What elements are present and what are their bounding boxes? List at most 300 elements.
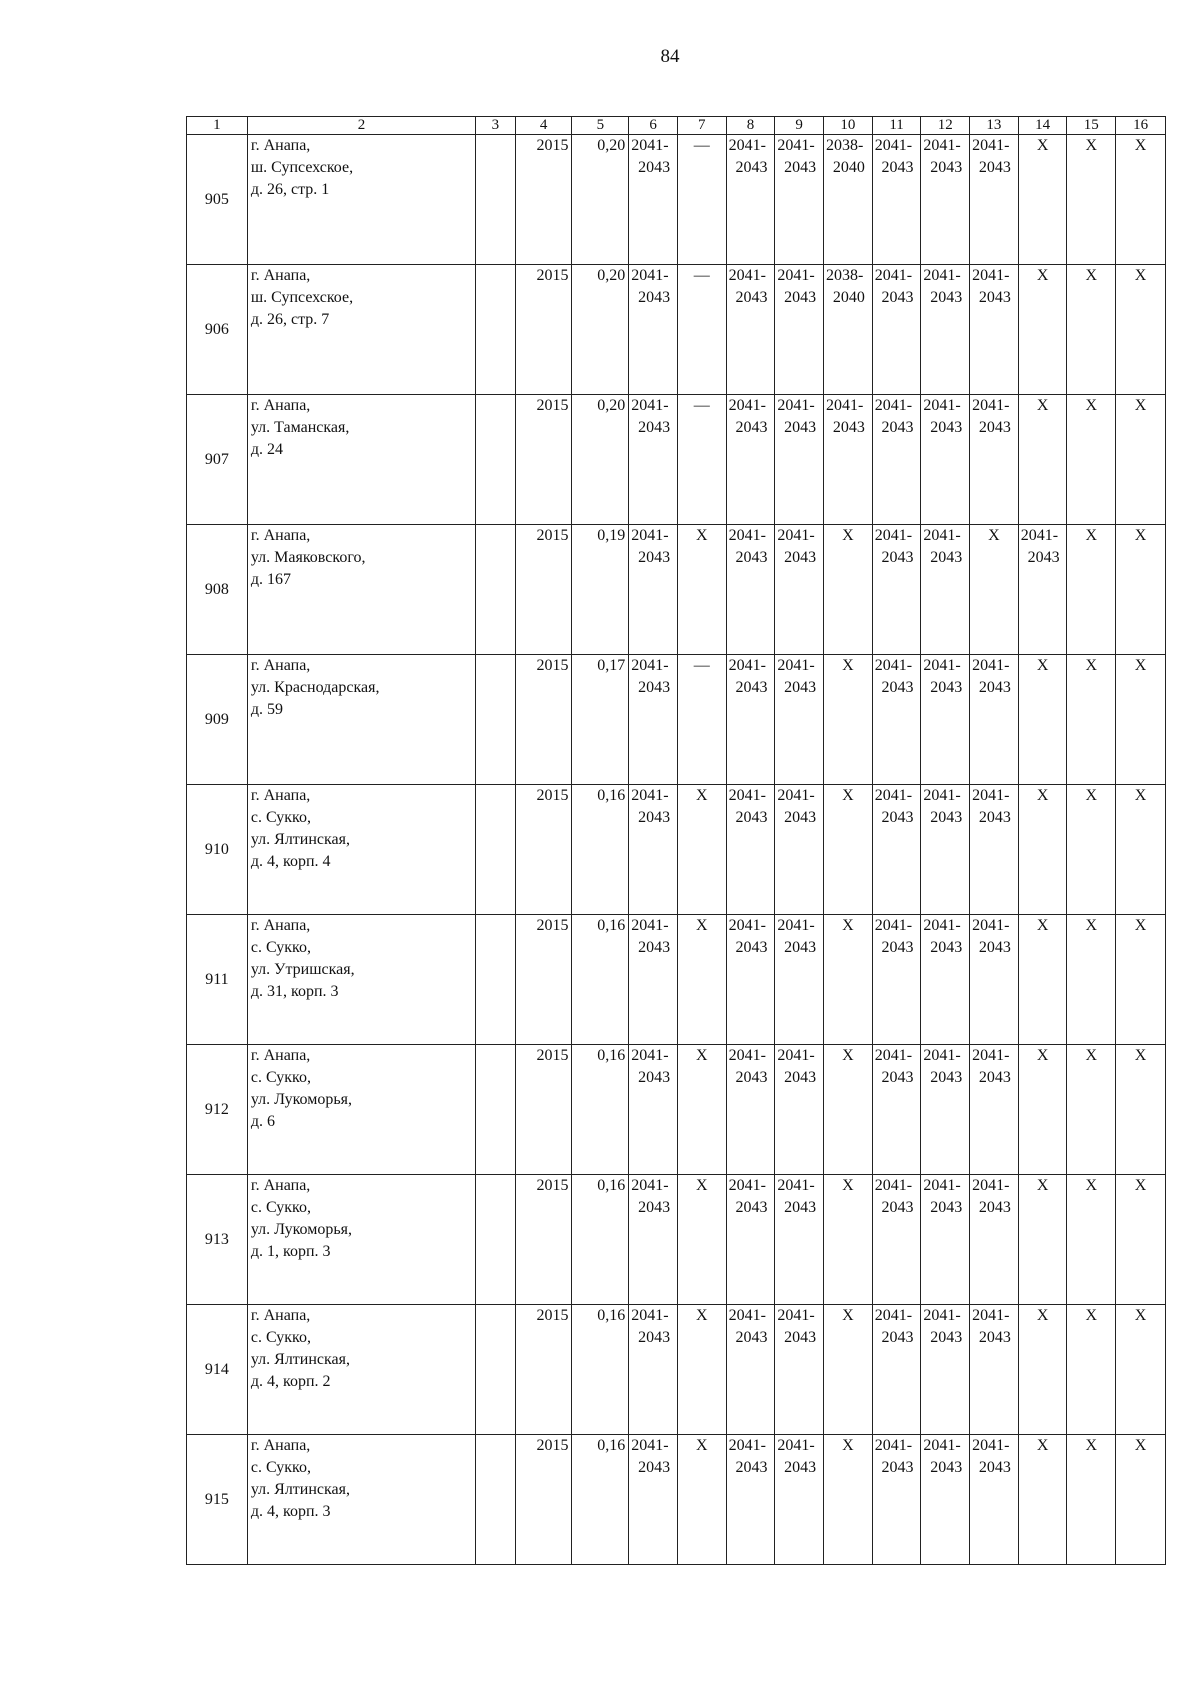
period-line: 2041-	[777, 137, 815, 154]
period-cell-c10	[824, 395, 873, 525]
value-cell-c5: 0,19	[572, 525, 629, 655]
column-header-7: 7	[677, 117, 726, 135]
period-cell-c12	[921, 135, 970, 265]
address-line: с. Сукко,	[250, 939, 311, 956]
period-cell-c8	[726, 655, 775, 785]
period-cell-c9	[775, 915, 824, 1045]
value-cell-c7: —	[677, 265, 726, 395]
value-cell-c10: X	[824, 655, 873, 785]
value-cell-c7: X	[677, 525, 726, 655]
period-line: 2043	[881, 1459, 914, 1476]
period-line: 2043	[881, 809, 914, 826]
address-line: г. Анапа,	[250, 397, 311, 414]
table-row	[187, 655, 1166, 785]
column-header-10: 10	[824, 117, 873, 135]
value-cell-c3	[476, 1435, 516, 1565]
period-line: 2041-	[923, 137, 961, 154]
row-number: 915	[187, 1435, 248, 1565]
value-cell-c14: X	[1018, 1175, 1067, 1305]
value-cell-c4: 2015	[515, 785, 572, 915]
period-cell-c12	[921, 265, 970, 395]
value-cell-c5: 0,20	[572, 265, 629, 395]
period-line: 2043	[930, 549, 963, 566]
value-cell-c15: X	[1067, 1175, 1116, 1305]
value-cell-c3	[476, 395, 516, 525]
period-line: 2043	[930, 1329, 963, 1346]
address-line: г. Анапа,	[250, 527, 311, 544]
period-line: 2043	[881, 1069, 914, 1086]
period-cell-c9	[775, 1045, 824, 1175]
address-cell	[247, 395, 475, 525]
row-number: 911	[187, 915, 248, 1045]
address-cell	[247, 1045, 475, 1175]
period-line: 2043	[978, 1199, 1011, 1216]
period-cell-c6	[629, 655, 678, 785]
value-cell-c15: X	[1067, 135, 1116, 265]
address-line: д. 26, стр. 7	[250, 311, 330, 328]
period-cell-c11	[872, 785, 921, 915]
page-number: 84	[660, 46, 680, 67]
period-cell-c13	[970, 915, 1019, 1045]
period-line: 2041-	[631, 787, 669, 804]
period-line: 2043	[978, 289, 1011, 306]
period-line: 2043	[638, 549, 671, 566]
period-cell-c13	[970, 1305, 1019, 1435]
period-line: 2043	[735, 419, 768, 436]
address-line: с. Сукко,	[250, 1069, 311, 1086]
period-line: 2041-	[631, 397, 669, 414]
address-line: с. Сукко,	[250, 1199, 311, 1216]
value-cell-c16: X	[1116, 655, 1166, 785]
period-line: 2041-	[972, 1437, 1010, 1454]
period-line: 2043	[881, 1199, 914, 1216]
value-cell-c5: 0,16	[572, 1435, 629, 1565]
period-line: 2043	[784, 679, 817, 696]
period-line: 2041-	[972, 657, 1010, 674]
table-row	[187, 525, 1166, 655]
value-cell-c10: X	[824, 1045, 873, 1175]
period-line: 2043	[735, 1459, 768, 1476]
value-cell-c14: X	[1018, 395, 1067, 525]
period-line: 2043	[1027, 549, 1060, 566]
value-cell-c3	[476, 655, 516, 785]
period-line: 2043	[784, 1069, 817, 1086]
address-line: ул. Краснодарская,	[250, 679, 380, 696]
table-row	[187, 135, 1166, 265]
period-cell-c13	[970, 785, 1019, 915]
address-cell	[247, 785, 475, 915]
period-line: 2041-	[923, 1177, 961, 1194]
period-line: 2041-	[631, 527, 669, 544]
address-line: г. Анапа,	[250, 1307, 311, 1324]
period-line: 2043	[784, 809, 817, 826]
value-cell-c15: X	[1067, 265, 1116, 395]
value-cell-c4: 2015	[515, 655, 572, 785]
column-header-2: 2	[247, 117, 475, 135]
address-line: ул. Ялтинская,	[250, 1481, 351, 1498]
period-cell-c9	[775, 265, 824, 395]
value-cell-c15: X	[1067, 525, 1116, 655]
address-line: г. Анапа,	[250, 137, 311, 154]
period-cell-c11	[872, 1305, 921, 1435]
period-line: 2038-	[826, 267, 864, 284]
row-number: 912	[187, 1045, 248, 1175]
value-cell-c16: X	[1116, 395, 1166, 525]
period-cell-c8	[726, 395, 775, 525]
value-cell-c7: X	[677, 785, 726, 915]
table-body	[187, 117, 1166, 1565]
address-line: ул. Ялтинская,	[250, 831, 351, 848]
value-cell-c14: X	[1018, 135, 1067, 265]
column-header-14: 14	[1018, 117, 1067, 135]
address-line: г. Анапа,	[250, 657, 311, 674]
period-cell-c6	[629, 135, 678, 265]
period-line: 2043	[735, 1329, 768, 1346]
period-cell-c8	[726, 1045, 775, 1175]
period-line: 2043	[784, 159, 817, 176]
period-line: 2043	[930, 289, 963, 306]
period-line: 2041-	[972, 397, 1010, 414]
column-header-13: 13	[970, 117, 1019, 135]
row-number: 910	[187, 785, 248, 915]
period-line: 2043	[978, 159, 1011, 176]
period-line: 2043	[978, 1329, 1011, 1346]
period-line: 2040	[832, 289, 865, 306]
period-line: 2041-	[777, 1437, 815, 1454]
period-line: 2043	[881, 549, 914, 566]
period-cell-c9	[775, 655, 824, 785]
period-line: 2041-	[923, 527, 961, 544]
value-cell-c15: X	[1067, 915, 1116, 1045]
value-cell-c7: X	[677, 1045, 726, 1175]
value-cell-c15: X	[1067, 1305, 1116, 1435]
period-line: 2041-	[728, 1307, 766, 1324]
value-cell-c7: —	[677, 395, 726, 525]
value-cell-c5: 0,16	[572, 1175, 629, 1305]
period-line: 2043	[978, 939, 1011, 956]
period-line: 2041-	[777, 657, 815, 674]
period-cell-c13	[970, 135, 1019, 265]
period-line: 2043	[735, 159, 768, 176]
period-line: 2041-	[923, 1047, 961, 1064]
address-cell	[247, 1435, 475, 1565]
value-cell-c10: X	[824, 1175, 873, 1305]
value-cell-c5: 0,16	[572, 785, 629, 915]
period-line: 2041-	[631, 1047, 669, 1064]
period-line: 2041-	[874, 787, 913, 804]
period-line: 2043	[735, 1199, 768, 1216]
register-table	[186, 116, 1166, 1565]
period-line: 2043	[930, 419, 963, 436]
address-line: с. Сукко,	[250, 1329, 311, 1346]
period-cell-c6	[629, 265, 678, 395]
period-line: 2043	[638, 1329, 671, 1346]
period-cell-c9	[775, 1175, 824, 1305]
address-cell	[247, 1175, 475, 1305]
period-line: 2041-	[631, 657, 669, 674]
address-line: д. 6	[250, 1113, 275, 1130]
period-cell-c11	[872, 395, 921, 525]
period-cell-c8	[726, 785, 775, 915]
value-cell-c13: X	[970, 525, 1019, 655]
period-line: 2041-	[923, 787, 961, 804]
period-line: 2043	[881, 289, 914, 306]
period-line: 2041-	[777, 267, 815, 284]
period-line: 2043	[735, 1069, 768, 1086]
table-row	[187, 785, 1166, 915]
period-line: 2043	[735, 809, 768, 826]
period-line: 2043	[638, 1459, 671, 1476]
column-header-9: 9	[775, 117, 824, 135]
address-cell	[247, 655, 475, 785]
period-cell-c11	[872, 1175, 921, 1305]
value-cell-c3	[476, 1305, 516, 1435]
period-line: 2041-	[777, 1177, 815, 1194]
period-line: 2043	[638, 939, 671, 956]
column-header-5: 5	[572, 117, 629, 135]
value-cell-c15: X	[1067, 1045, 1116, 1175]
period-line: 2043	[978, 1069, 1011, 1086]
value-cell-c10: X	[824, 1435, 873, 1565]
period-line: 2043	[881, 1329, 914, 1346]
value-cell-c10: X	[824, 785, 873, 915]
period-cell-c12	[921, 785, 970, 915]
period-cell-c11	[872, 1045, 921, 1175]
value-cell-c5: 0,20	[572, 395, 629, 525]
column-number-header	[187, 117, 1166, 135]
period-line: 2041-	[923, 1307, 961, 1324]
period-line: 2043	[784, 549, 817, 566]
period-line: 2041-	[874, 1047, 913, 1064]
value-cell-c15: X	[1067, 395, 1116, 525]
period-line: 2041-	[1020, 527, 1059, 544]
value-cell-c16: X	[1116, 1435, 1166, 1565]
period-cell-c14	[1018, 525, 1067, 655]
row-number: 914	[187, 1305, 248, 1435]
period-line: 2041-	[777, 1047, 815, 1064]
period-line: 2041-	[874, 397, 913, 414]
address-cell	[247, 1305, 475, 1435]
address-line: г. Анапа,	[250, 1437, 311, 1454]
period-line: 2041-	[972, 917, 1010, 934]
value-cell-c16: X	[1116, 915, 1166, 1045]
address-line: д. 31, корп. 3	[250, 983, 339, 1000]
address-line: ул. Маяковского,	[250, 549, 366, 566]
value-cell-c10: X	[824, 915, 873, 1045]
period-cell-c9	[775, 135, 824, 265]
period-line: 2043	[930, 1069, 963, 1086]
period-line: 2038-	[826, 137, 864, 154]
period-line: 2043	[638, 809, 671, 826]
address-line: д. 4, корп. 3	[250, 1503, 331, 1520]
period-line: 2041-	[874, 1437, 913, 1454]
row-number: 905	[187, 135, 248, 265]
period-cell-c12	[921, 1305, 970, 1435]
table-row	[187, 1175, 1166, 1305]
value-cell-c7: X	[677, 1305, 726, 1435]
address-line: с. Сукко,	[250, 1459, 311, 1476]
period-line: 2041-	[728, 657, 766, 674]
address-line: д. 167	[250, 571, 291, 588]
period-line: 2041-	[874, 267, 913, 284]
period-line: 2043	[638, 419, 671, 436]
period-cell-c12	[921, 1045, 970, 1175]
address-line: д. 24	[250, 441, 283, 458]
period-line: 2043	[638, 1069, 671, 1086]
value-cell-c4: 2015	[515, 395, 572, 525]
value-cell-c16: X	[1116, 1175, 1166, 1305]
address-line: ул. Лукоморья,	[250, 1221, 353, 1238]
period-line: 2041-	[972, 1047, 1010, 1064]
table-row	[187, 1305, 1166, 1435]
value-cell-c5: 0,16	[572, 1305, 629, 1435]
period-line: 2041-	[777, 397, 815, 414]
period-line: 2041-	[728, 1437, 766, 1454]
value-cell-c14: X	[1018, 915, 1067, 1045]
period-line: 2041-	[728, 917, 766, 934]
address-line: ул. Ялтинская,	[250, 1351, 351, 1368]
address-line: д. 1, корп. 3	[250, 1243, 331, 1260]
period-cell-c8	[726, 915, 775, 1045]
period-cell-c12	[921, 655, 970, 785]
column-header-15: 15	[1067, 117, 1116, 135]
period-line: 2043	[930, 809, 963, 826]
value-cell-c3	[476, 525, 516, 655]
address-line: г. Анапа,	[250, 1177, 311, 1194]
value-cell-c16: X	[1116, 785, 1166, 915]
address-line: д. 59	[250, 701, 283, 718]
period-cell-c12	[921, 1175, 970, 1305]
period-line: 2043	[881, 159, 914, 176]
period-line: 2041-	[874, 1307, 913, 1324]
address-line: г. Анапа,	[250, 1047, 311, 1064]
address-cell	[247, 265, 475, 395]
value-cell-c16: X	[1116, 265, 1166, 395]
period-line: 2043	[930, 1459, 963, 1476]
value-cell-c14: X	[1018, 1435, 1067, 1565]
value-cell-c16: X	[1116, 525, 1166, 655]
period-cell-c6	[629, 525, 678, 655]
period-cell-c6	[629, 915, 678, 1045]
value-cell-c15: X	[1067, 785, 1116, 915]
value-cell-c16: X	[1116, 1045, 1166, 1175]
period-line: 2041-	[728, 527, 766, 544]
period-cell-c11	[872, 525, 921, 655]
column-header-4: 4	[515, 117, 572, 135]
address-line: г. Анапа,	[250, 267, 311, 284]
period-cell-c13	[970, 1175, 1019, 1305]
value-cell-c4: 2015	[515, 265, 572, 395]
period-line: 2041-	[631, 1307, 669, 1324]
period-line: 2041-	[972, 1177, 1010, 1194]
period-cell-c13	[970, 1435, 1019, 1565]
period-line: 2041-	[728, 787, 766, 804]
period-line: 2043	[978, 419, 1011, 436]
table-row	[187, 265, 1166, 395]
value-cell-c7: X	[677, 1175, 726, 1305]
value-cell-c7: —	[677, 135, 726, 265]
period-line: 2041-	[972, 787, 1010, 804]
period-line: 2043	[784, 1329, 817, 1346]
period-line: 2041-	[972, 137, 1010, 154]
period-cell-c13	[970, 655, 1019, 785]
period-cell-c13	[970, 1045, 1019, 1175]
address-line: ул. Таманская,	[250, 419, 350, 436]
period-cell-c8	[726, 135, 775, 265]
period-line: 2041-	[777, 917, 815, 934]
period-line: 2041-	[923, 397, 961, 414]
address-cell	[247, 135, 475, 265]
period-line: 2041-	[874, 657, 913, 674]
period-line: 2043	[978, 679, 1011, 696]
period-line: 2043	[735, 939, 768, 956]
value-cell-c10: X	[824, 525, 873, 655]
address-line: ш. Супсехское,	[250, 289, 354, 306]
period-line: 2043	[930, 159, 963, 176]
table-row	[187, 1045, 1166, 1175]
period-line: 2043	[978, 1459, 1011, 1476]
row-number: 907	[187, 395, 248, 525]
value-cell-c7: X	[677, 1435, 726, 1565]
period-cell-c6	[629, 1175, 678, 1305]
value-cell-c15: X	[1067, 655, 1116, 785]
period-line: 2043	[784, 939, 817, 956]
value-cell-c7: —	[677, 655, 726, 785]
value-cell-c14: X	[1018, 1305, 1067, 1435]
period-cell-c12	[921, 915, 970, 1045]
period-cell-c6	[629, 395, 678, 525]
period-line: 2043	[881, 939, 914, 956]
period-line: 2041-	[631, 917, 669, 934]
value-cell-c16: X	[1116, 135, 1166, 265]
period-cell-c13	[970, 265, 1019, 395]
period-line: 2043	[881, 679, 914, 696]
period-cell-c8	[726, 1435, 775, 1565]
period-line: 2041-	[874, 527, 913, 544]
address-line: с. Сукко,	[250, 809, 311, 826]
period-line: 2043	[638, 1199, 671, 1216]
value-cell-c5: 0,20	[572, 135, 629, 265]
column-header-12: 12	[921, 117, 970, 135]
period-cell-c12	[921, 525, 970, 655]
value-cell-c4: 2015	[515, 525, 572, 655]
value-cell-c4: 2015	[515, 135, 572, 265]
period-cell-c9	[775, 395, 824, 525]
row-number: 913	[187, 1175, 248, 1305]
row-number: 906	[187, 265, 248, 395]
row-number: 908	[187, 525, 248, 655]
period-cell-c11	[872, 655, 921, 785]
period-line: 2043	[784, 1199, 817, 1216]
value-cell-c4: 2015	[515, 1435, 572, 1565]
address-line: ул. Утришская,	[250, 961, 355, 978]
period-line: 2043	[881, 419, 914, 436]
address-line: д. 26, стр. 1	[250, 181, 330, 198]
period-line: 2043	[638, 289, 671, 306]
column-header-6: 6	[629, 117, 678, 135]
period-line: 2041-	[923, 1437, 961, 1454]
value-cell-c14: X	[1018, 655, 1067, 785]
period-cell-c11	[872, 1435, 921, 1565]
value-cell-c3	[476, 785, 516, 915]
period-cell-c8	[726, 1175, 775, 1305]
value-cell-c4: 2015	[515, 1305, 572, 1435]
value-cell-c5: 0,16	[572, 915, 629, 1045]
period-line: 2043	[638, 679, 671, 696]
value-cell-c3	[476, 135, 516, 265]
period-line: 2041-	[972, 1307, 1010, 1324]
address-cell	[247, 525, 475, 655]
